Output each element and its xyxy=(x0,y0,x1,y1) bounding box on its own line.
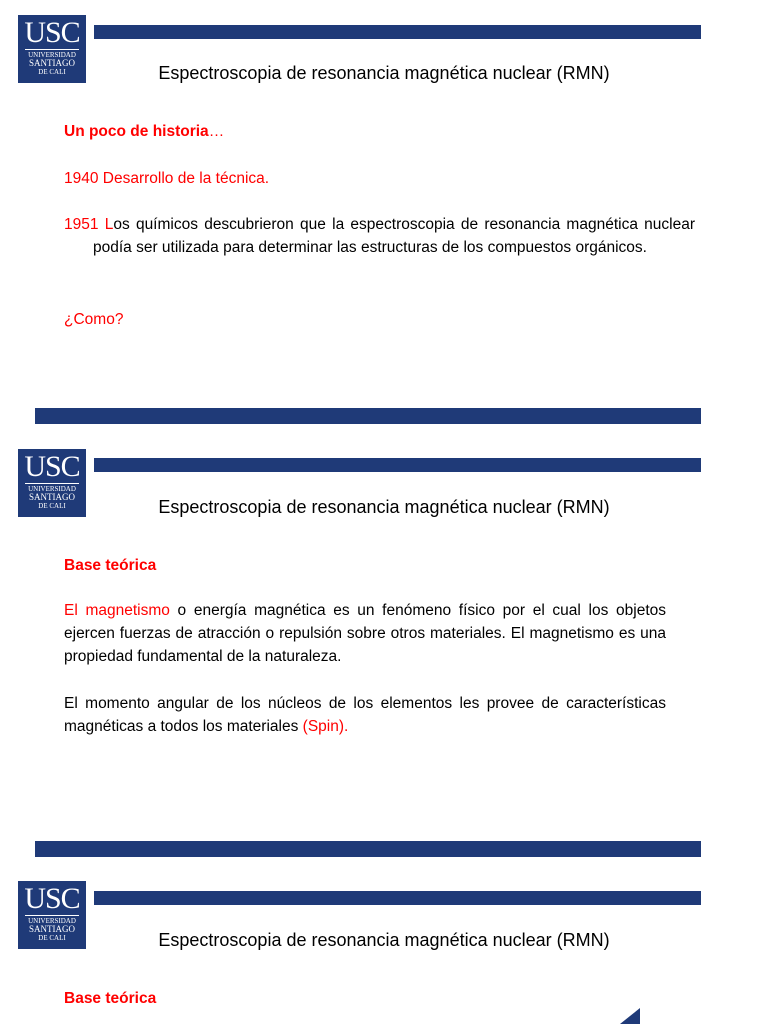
logo-line3: DE CALI xyxy=(38,502,66,510)
header-bar xyxy=(94,25,701,39)
header-bar xyxy=(94,891,701,905)
logo-abbr: USC xyxy=(24,16,80,49)
slide-title: Espectroscopia de resonancia magnética nuclear (RMN) xyxy=(158,930,610,950)
section-heading: Base teórica xyxy=(64,990,157,1007)
logo-line1: UNIVERSIDAD xyxy=(28,51,76,59)
logo-line3: DE CALI xyxy=(38,934,66,942)
section-heading: Un poco de historia… xyxy=(64,123,225,140)
logo-abbr: USC xyxy=(24,882,80,915)
logo-line1: UNIVERSIDAD xyxy=(28,917,76,925)
logo-line1: UNIVERSIDAD xyxy=(28,485,76,493)
question-text: ¿Como? xyxy=(64,311,124,328)
header-bar xyxy=(94,458,701,472)
slide-title: Espectroscopia de resonancia magnética nuclear (RMN) xyxy=(158,63,610,83)
logo-line2: SANTIAGO xyxy=(29,924,75,934)
logo-abbr: USC xyxy=(24,450,80,483)
footer-bar xyxy=(35,408,701,424)
logo-line2: SANTIAGO xyxy=(29,492,75,502)
decorative-triangle-icon xyxy=(620,1008,640,1024)
logo-line2: SANTIAGO xyxy=(29,58,75,68)
logo-line3: DE CALI xyxy=(38,68,66,76)
spin-paragraph: El momento angular de los núcleos de los elementos les provee de características magnéticas a todos los materiales (Spin). xyxy=(64,695,666,735)
history-item-1951: 1951 Los químicos descubrieron que la espectroscopia de resonancia magnética nuclear podía ser utilizada para determinar las estructuras de los compuestos orgánicos. xyxy=(64,216,695,256)
magnetism-paragraph: El magnetismo o energía magnética es un fenómeno físico por el cual los objetos ejercen fuerzas de atracción o repulsión sobre otros materiales. El magnetismo es una propiedad fundamental de la naturaleza. xyxy=(64,602,666,665)
slide-title: Espectroscopia de resonancia magnética nuclear (RMN) xyxy=(158,497,610,517)
footer-bar xyxy=(35,841,701,857)
section-heading: Base teórica xyxy=(64,557,157,574)
history-item-1940: 1940 Desarrollo de la técnica. xyxy=(64,170,270,187)
